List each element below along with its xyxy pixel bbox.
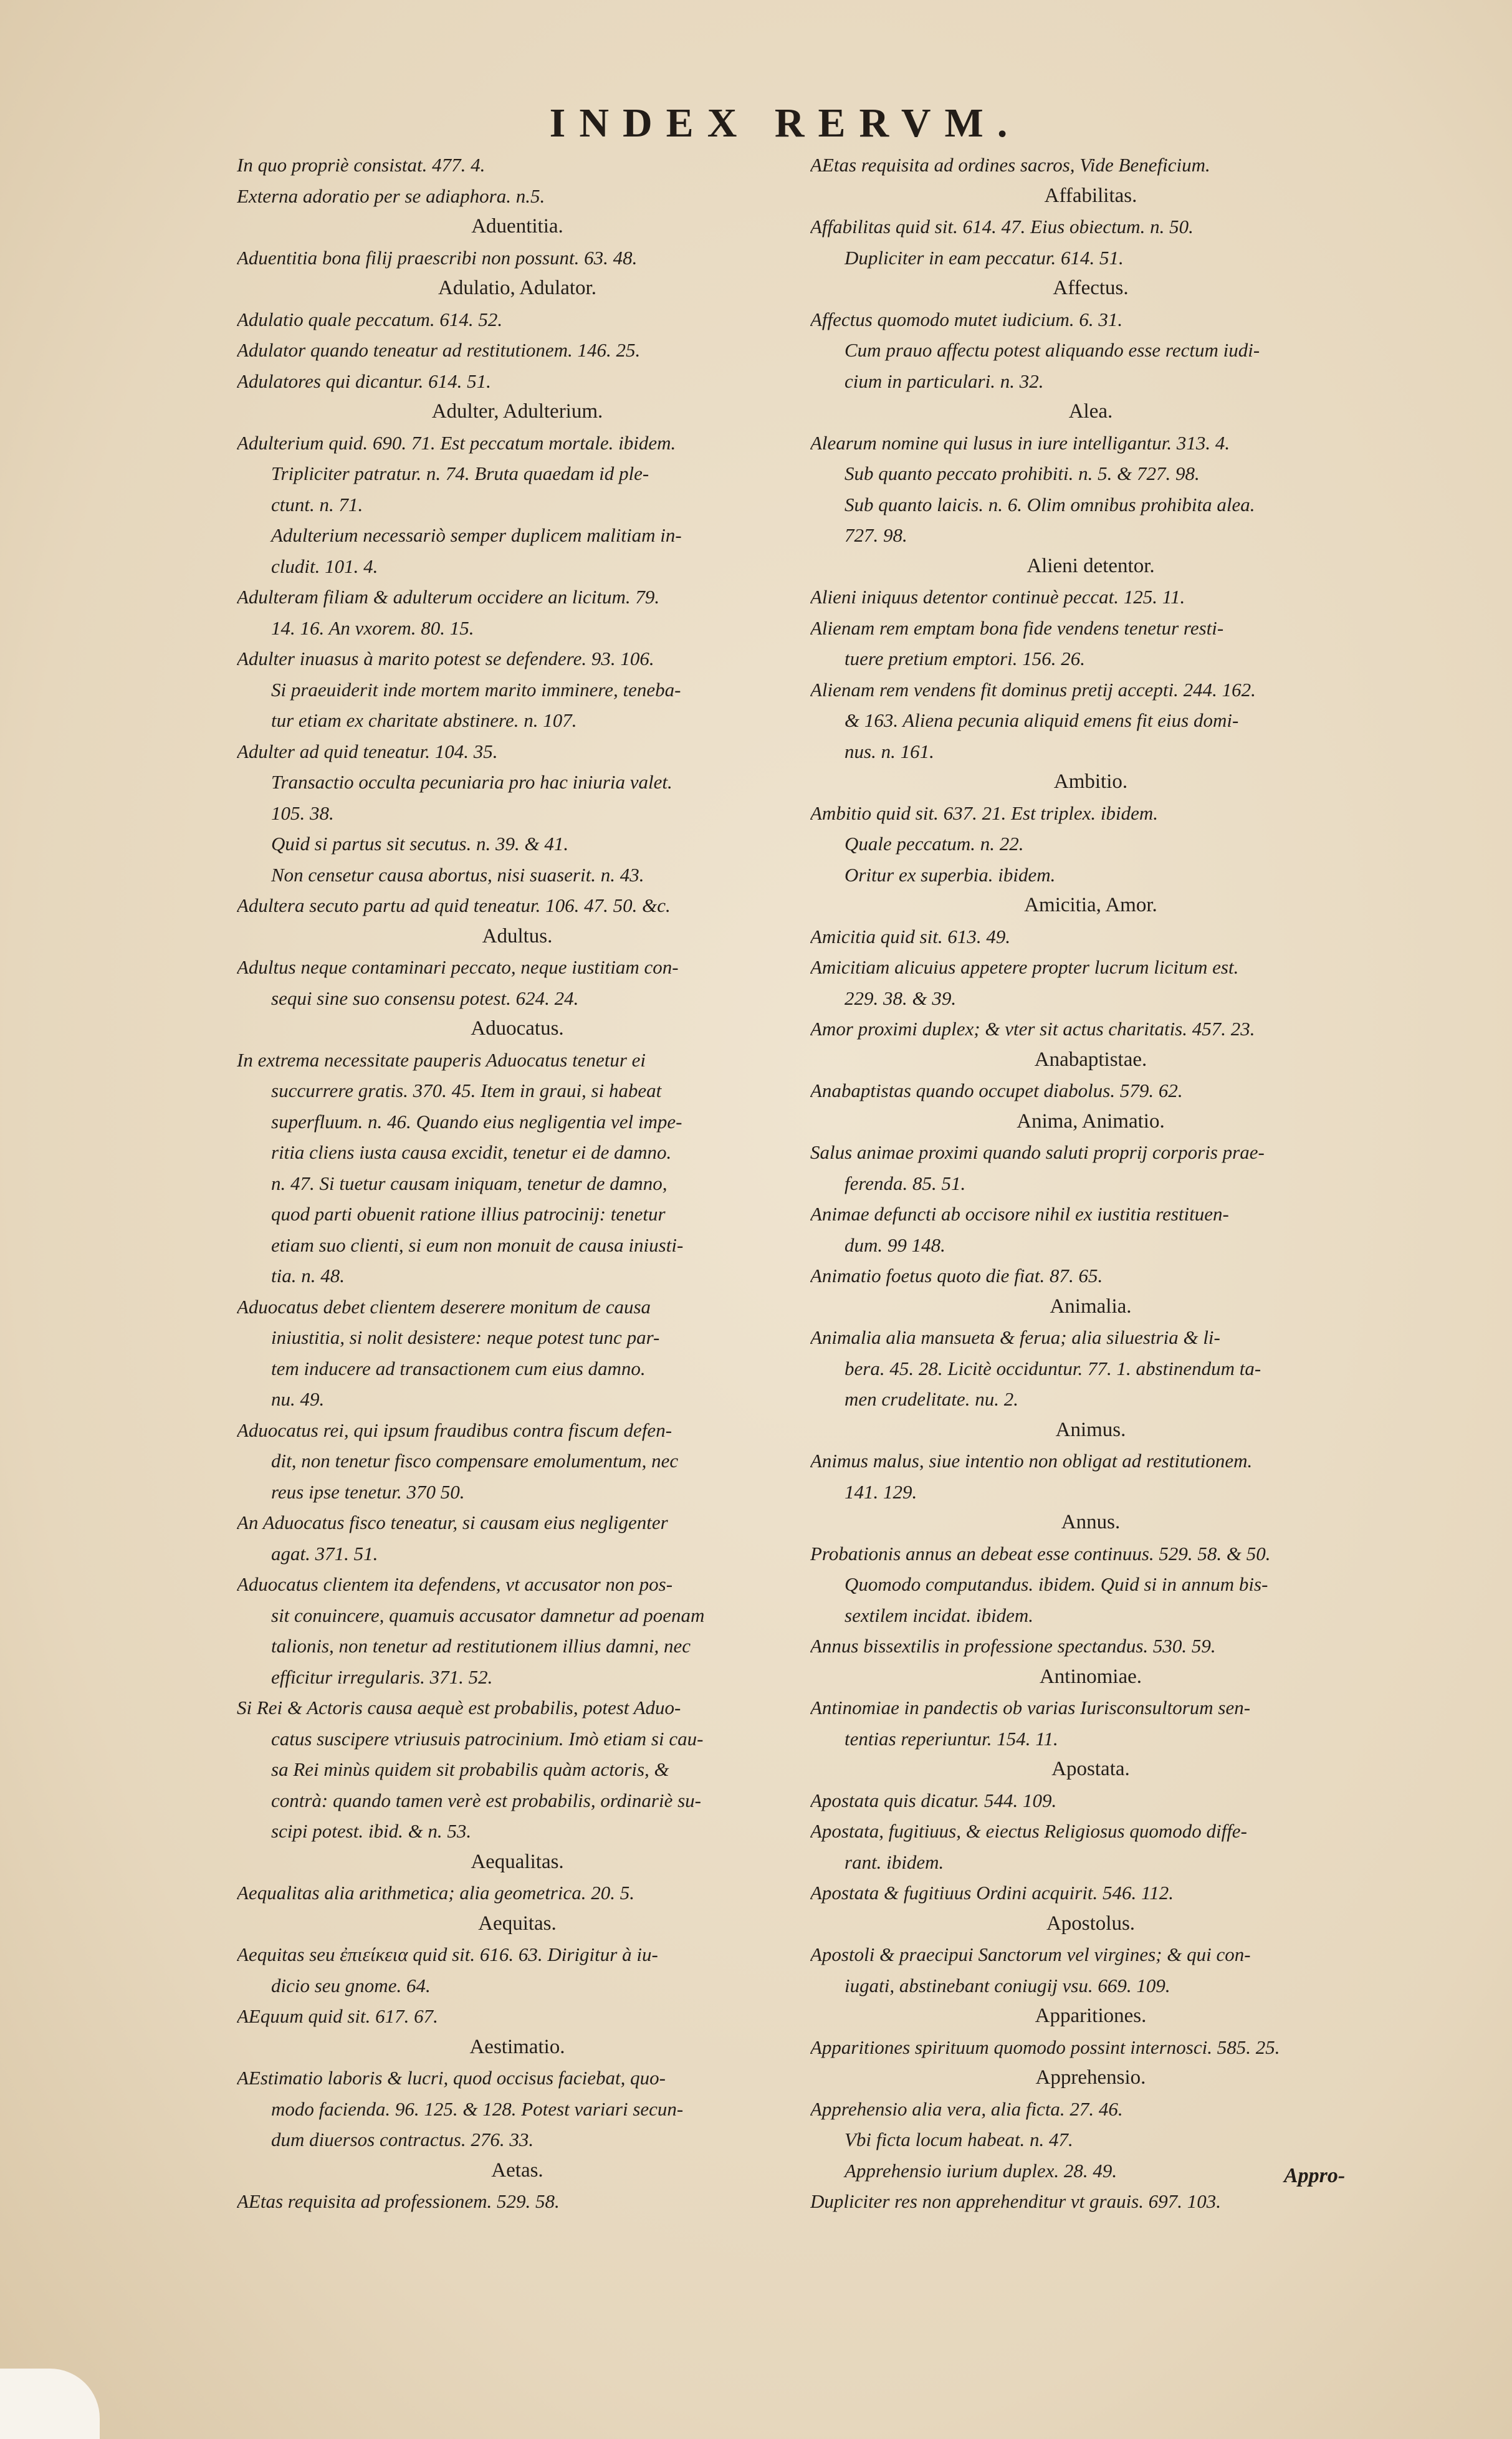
index-entry-continuation: tentias reperiuntur. 154. 11.: [845, 1727, 1058, 1750]
index-entry-continuation: 105. 38.: [271, 802, 334, 824]
index-entry-continuation: ritia cliens iusta causa excidit, tenetur ei de damno.: [271, 1141, 672, 1163]
index-heading: Animalia.: [1050, 1295, 1132, 1318]
index-entry-continuation: quod parti obuenit ratione illius patrocinij: tenetur: [271, 1203, 666, 1225]
index-heading: Adulter, Adulterium.: [431, 400, 603, 423]
index-entry-continuation: & 163. Aliena pecunia aliquid emens fit eius domi-: [845, 709, 1239, 731]
index-entry-continuation: Transactio occulta pecuniaria pro hac iniuria valet.: [271, 771, 672, 793]
index-entry-continuation: 14. 16. An vxorem. 80. 15.: [271, 616, 474, 639]
index-heading: Alieni detentor.: [1026, 554, 1155, 577]
index-entry: Salus animae proximi quando saluti proprij corporis prae-: [810, 1141, 1265, 1163]
index-entry-continuation: Tripliciter patratur. n. 74. Bruta quaedam id ple-: [271, 462, 649, 484]
index-entry: AEtas requisita ad professionem. 529. 58.: [237, 2190, 560, 2212]
index-entry-continuation: Quomodo computandus. ibidem. Quid si in annum bis-: [845, 1573, 1268, 1595]
index-entry: Affabilitas quid sit. 614. 47. Eius obiectum. n. 50.: [810, 216, 1194, 237]
index-heading: Amicitia, Amor.: [1024, 894, 1157, 916]
index-entry-continuation: succurrere gratis. 370. 45. Item in graui, si habeat: [271, 1080, 662, 1101]
index-entry-continuation: dit, non tenetur fisco compensare emolumentum, nec: [271, 1450, 679, 1472]
index-heading: Apostolus.: [1046, 1912, 1136, 1935]
index-heading: Aduocatus.: [471, 1017, 564, 1040]
index-entry-continuation: modo facienda. 96. 125. & 128. Potest variari secun-: [271, 2097, 684, 2120]
index-heading: Animus.: [1055, 1418, 1126, 1441]
index-heading: Ambitio.: [1053, 770, 1128, 793]
index-entry-continuation: tur etiam ex charitate abstinere. n. 107.: [271, 709, 577, 731]
index-entry-continuation: Cum prauo affectu potest aliquando esse rectum iudi-: [845, 339, 1260, 361]
index-entry: Si Rei & Actoris causa aequè est probabilis, potest Aduo-: [237, 1697, 681, 1718]
index-entry-continuation: superfluum. n. 46. Quando eius negligentia vel impe-: [271, 1110, 682, 1133]
index-entry-continuation: rant. ibidem.: [845, 1851, 944, 1873]
index-entry: Apostata quis dicatur. 544. 109.: [810, 1789, 1057, 1811]
index-entry-continuation: dum diuersos contractus. 276. 33.: [271, 2129, 534, 2150]
index-entry-continuation: Quale peccatum. n. 22.: [845, 833, 1024, 855]
index-entry: Adulter ad quid teneatur. 104. 35.: [237, 740, 498, 762]
index-entry: AEstimatio laboris & lucri, quod occisus faciebat, quo-: [237, 2067, 666, 2089]
index-heading: Aetas.: [491, 2159, 543, 2182]
index-entry-continuation: sequi sine suo consensu potest. 624. 24.: [271, 987, 579, 1009]
index-entry: AEquum quid sit. 617. 67.: [237, 2005, 438, 2027]
index-entry-continuation: tuere pretium emptori. 156. 26.: [845, 648, 1086, 669]
index-entry-continuation: dicio seu gnome. 64.: [271, 1974, 431, 1996]
page-header: INDEX RERVM.: [549, 100, 1022, 146]
index-entry-continuation: bera. 45. 28. Licitè occiduntur. 77. 1. abstinendum ta-: [845, 1357, 1261, 1379]
index-entry-continuation: iugati, abstinebant coniugij vsu. 669. 109.: [845, 1974, 1170, 1996]
index-entry: Annus bissextilis in professione spectandus. 530. 59.: [810, 1635, 1216, 1657]
index-entry: Aequitas seu ἐπιείκεια quid sit. 616. 63. Dirigitur à iu-: [237, 1943, 658, 1965]
index-entry: Animalia alia mansueta & ferua; alia siluestria & li-: [810, 1326, 1220, 1348]
index-entry: Affectus quomodo mutet iudicium. 6. 31.: [810, 308, 1123, 330]
index-entry: Animus malus, siue intentio non obligat ad restitutionem.: [810, 1450, 1253, 1472]
index-entry-continuation: sa Rei minùs quidem sit probabilis quàm actoris, &: [271, 1758, 669, 1780]
index-entry: In extrema necessitate pauperis Aduocatus tenetur ei: [237, 1048, 646, 1071]
index-entry: Amicitiam alicuius appetere propter lucrum licitum est.: [810, 956, 1239, 978]
index-heading: Affectus.: [1053, 277, 1129, 299]
index-entry-continuation: Dupliciter in eam peccatur. 614. 51.: [845, 246, 1124, 269]
index-entry-continuation: cludit. 101. 4.: [271, 555, 378, 577]
index-entry-continuation: dum. 99 148.: [845, 1234, 945, 1256]
index-entry-continuation: nus. n. 161.: [845, 740, 934, 762]
index-entry: Adulatio quale peccatum. 614. 52.: [237, 308, 503, 330]
index-entry: Adulatores qui dicantur. 614. 51.: [237, 370, 491, 392]
index-entry: Probationis annus an debeat esse continuus. 529. 58. & 50.: [810, 1542, 1271, 1565]
index-heading: Aequalitas.: [471, 1850, 564, 1873]
index-entry-continuation: ctunt. n. 71.: [271, 493, 363, 515]
index-heading: Apostata.: [1051, 1758, 1130, 1780]
index-entry: Ambitio quid sit. 637. 21. Est triplex. ibidem.: [810, 802, 1158, 824]
index-heading: Adulatio, Adulator.: [438, 277, 596, 299]
index-entry: Antinomiae in pandectis ob varias Iurisconsultorum sen-: [810, 1697, 1251, 1718]
index-entry: Alienam rem emptam bona fide vendens tenetur resti-: [810, 616, 1224, 639]
index-entry: Aduocatus clientem ita defendens, vt accusator non pos-: [237, 1573, 673, 1595]
index-entry-continuation: tem inducere ad transactionem cum eius damno.: [271, 1357, 646, 1379]
index-entry-continuation: contrà: quando tamen verè est probabilis, ordinariè su-: [271, 1789, 701, 1811]
index-entry-continuation: agat. 371. 51.: [271, 1542, 378, 1565]
index-entry-continuation: Si praeuiderit inde mortem marito imminere, teneba-: [271, 678, 681, 701]
index-entry: Dupliciter res non apprehenditur vt grauis. 697. 103.: [810, 2190, 1221, 2212]
index-entry: Amor proximi duplex; & vter sit actus charitatis. 457. 23.: [810, 1018, 1255, 1040]
index-entry: In quo propriè consistat. 477. 4.: [237, 154, 486, 176]
index-entry: Adulteram filiam & adulterum occidere an licitum. 79.: [237, 586, 660, 608]
index-entry-continuation: Quid si partus sit secutus. n. 39. & 41.: [271, 833, 569, 855]
index-entry: Animatio foetus quoto die fiat. 87. 65.: [810, 1265, 1103, 1287]
index-entry-continuation: talionis, non tenetur ad restitutionem illius damni, nec: [271, 1635, 691, 1657]
index-entry: Aduentitia bona filij praescribi non possunt. 63. 48.: [237, 246, 638, 269]
index-entry-continuation: Apprehensio iurium duplex. 28. 49.: [845, 2159, 1117, 2182]
index-heading: Apprehensio.: [1035, 2066, 1146, 2089]
index-entry-continuation: ferenda. 85. 51.: [845, 1172, 966, 1194]
index-entry-continuation: Adulterium necessariò semper duplicem malitiam in-: [271, 524, 682, 546]
catchword: Appro-: [1284, 2164, 1346, 2187]
index-entry-continuation: Non censetur causa abortus, nisi suaserit. n. 43.: [271, 863, 644, 886]
index-entry: Adulator quando teneatur ad restitutionem. 146. 25.: [237, 339, 641, 361]
index-entry-continuation: etiam suo clienti, si eum non monuit de causa iniusti-: [271, 1234, 684, 1256]
index-heading: Anima, Animatio.: [1017, 1109, 1165, 1133]
index-entry: Anabaptistas quando occupet diabolus. 579. 62.: [810, 1080, 1183, 1101]
index-entry: Adultera secuto partu ad quid teneatur. 106. 47. 50. &c.: [237, 894, 671, 916]
index-entry: Adultus neque contaminari peccato, neque iustitiam con-: [237, 956, 679, 978]
index-entry-continuation: efficitur irregularis. 371. 52.: [271, 1665, 493, 1688]
index-entry: Alienam rem vendens fit dominus pretij accepti. 244. 162.: [810, 678, 1256, 701]
index-entry-continuation: n. 47. Si tuetur causam iniquam, tenetur de damno,: [271, 1172, 667, 1194]
index-heading: Annus.: [1061, 1511, 1121, 1533]
index-heading: Affabilitas.: [1044, 184, 1137, 207]
index-entry-continuation: nu. 49.: [271, 1388, 325, 1410]
index-entry-continuation: Sub quanto peccato prohibiti. n. 5. & 727. 98.: [845, 462, 1200, 484]
index-entry-continuation: Sub quanto laicis. n. 6. Olim omnibus prohibita alea.: [845, 493, 1255, 515]
index-entry-continuation: Oritur ex superbia. ibidem.: [845, 863, 1056, 886]
index-entry: Alearum nomine qui lusus in iure intelligantur. 313. 4.: [810, 431, 1230, 454]
index-heading: Aequitas.: [478, 1912, 557, 1935]
index-entry-continuation: 141. 129.: [845, 1480, 917, 1503]
index-entry-continuation: cium in particulari. n. 32.: [845, 370, 1044, 392]
index-entry-continuation: catus suscipere vtriusuis patrocinium. Imò etiam si cau-: [271, 1727, 704, 1750]
index-heading: Aduentitia.: [471, 215, 563, 237]
index-entry: Aduocatus debet clientem deserere monitum de causa: [237, 1295, 651, 1318]
index-column-left: [237, 150, 798, 2217]
index-entry: Adulter inuasus à marito potest se defendere. 93. 106.: [237, 648, 654, 669]
index-heading: Aestimatio.: [469, 2035, 565, 2058]
index-entry-continuation: scipi potest. ibid. & n. 53.: [271, 1820, 472, 1842]
index-heading: Apparitiones.: [1035, 2005, 1147, 2027]
index-entry: AEtas requisita ad ordines sacros, Vide Beneficium.: [810, 154, 1210, 176]
index-entry: Amicitia quid sit. 613. 49.: [810, 925, 1011, 947]
index-entry-continuation: tia. n. 48.: [271, 1265, 345, 1287]
torn-page-corner: [0, 2369, 100, 2439]
index-entry: Externa adoratio per se adiaphora. n.5.: [237, 184, 545, 207]
index-entry-continuation: 229. 38. & 39.: [845, 987, 957, 1009]
index-entry-continuation: iniustitia, si nolit desistere: neque potest tunc par-: [271, 1326, 660, 1348]
index-entry-continuation: sextilem incidat. ibidem.: [845, 1604, 1034, 1626]
index-entry: An Aduocatus fisco teneatur, si causam eius negligenter: [237, 1512, 668, 1533]
index-heading: Anabaptistae.: [1034, 1048, 1147, 1071]
index-heading: Antinomiae.: [1039, 1665, 1142, 1688]
index-entry: Adulterium quid. 690. 71. Est peccatum mortale. ibidem.: [237, 431, 676, 454]
index-entry: Alieni iniquus detentor continuè peccat. 125. 11.: [810, 586, 1185, 608]
index-entry-continuation: Vbi ficta locum habeat. n. 47.: [845, 2129, 1073, 2150]
index-column-right: [810, 150, 1371, 2217]
index-entry: Aequalitas alia arithmetica; alia geometrica. 20. 5.: [237, 1882, 634, 1904]
index-entry: Aduocatus rei, qui ipsum fraudibus contra fiscum defen-: [237, 1419, 672, 1441]
index-entry: Apostata & fugitiuus Ordini acquirit. 546. 112.: [810, 1882, 1174, 1904]
index-heading: Adultus.: [482, 924, 553, 947]
index-entry: Apostoli & praecipui Sanctorum vel virgines; & qui con-: [810, 1943, 1251, 1965]
index-entry-continuation: 727. 98.: [845, 524, 907, 546]
index-entry-continuation: reus ipse tenetur. 370 50.: [271, 1480, 465, 1503]
index-entry: Apprehensio alia vera, alia ficta. 27. 46.: [810, 2097, 1123, 2120]
index-entry-continuation: men crudelitate. nu. 2.: [845, 1388, 1018, 1410]
index-entry-continuation: sit conuincere, quamuis accusator damnetur ad poenam: [271, 1604, 705, 1626]
index-heading: Alea.: [1068, 400, 1113, 423]
index-entry: Apostata, fugitiuus, & eiectus Religiosus quomodo diffe-: [810, 1820, 1247, 1842]
index-entry: Apparitiones spirituum quomodo possint internosci. 585. 25.: [810, 2036, 1280, 2058]
index-entry: Animae defuncti ab occisore nihil ex iustitia restituen-: [810, 1203, 1229, 1225]
